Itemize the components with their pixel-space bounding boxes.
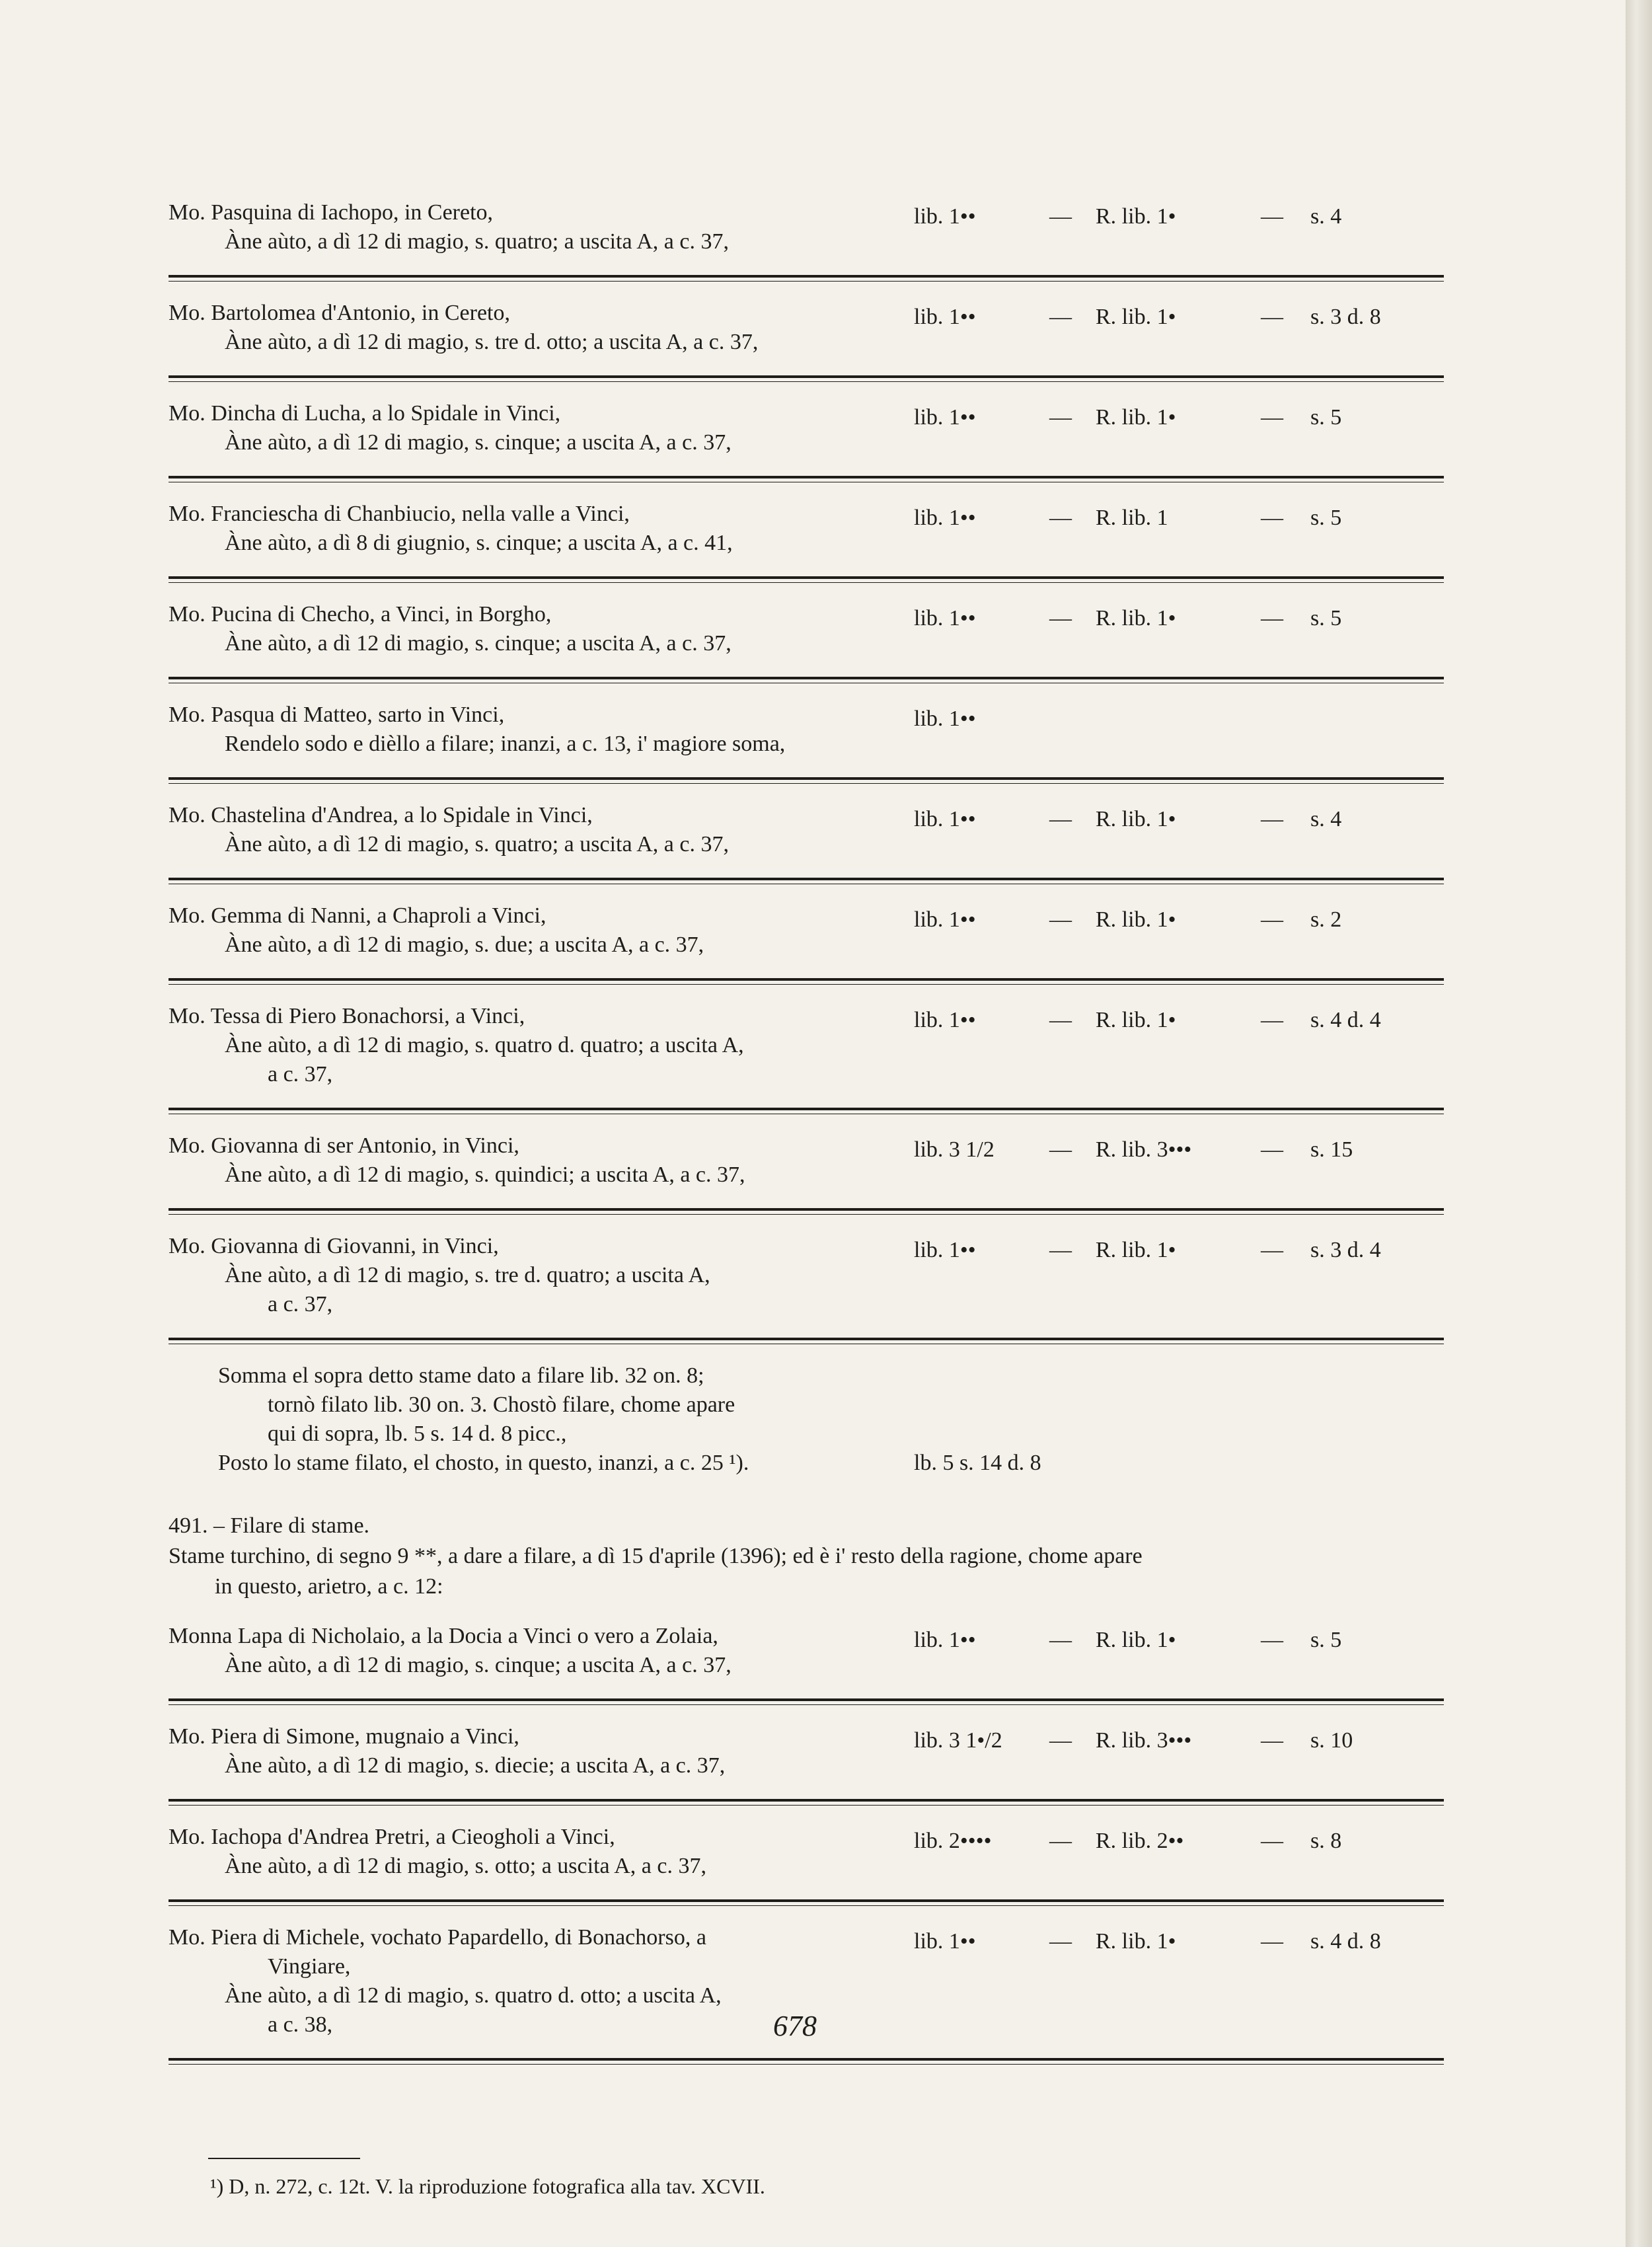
- sum-line-1: Somma el sopra detto stame dato a filare lib. 32 on. 8;: [218, 1363, 704, 1388]
- received-value: R. lib. 1•: [1096, 907, 1176, 932]
- ledger-block-b: [169, 1622, 1444, 2065]
- rule-thin: [169, 381, 1444, 382]
- received-value: R. lib. 1•: [1096, 1628, 1176, 1652]
- qty-value: lib. 3 1/2: [914, 1137, 995, 1162]
- ledger-entry: [169, 1002, 1444, 1102]
- qty-value: lib. 1••: [914, 506, 976, 530]
- dash-separator: —: [1261, 1829, 1283, 1853]
- received-value: R. lib. 3•••: [1096, 1137, 1192, 1162]
- received-value: R. lib. 1•: [1096, 405, 1176, 430]
- ledger-entry: [169, 500, 1444, 571]
- qty-value: lib. 1••: [914, 1628, 976, 1652]
- rule-thick: [169, 375, 1444, 378]
- section-line-2: in questo, arietro, a c. 12:: [215, 1574, 443, 1599]
- entry-amounts: [914, 1232, 1449, 1261]
- sum-line-3: qui di sopra, lb. 5 s. 14 d. 8 picc.,: [268, 1422, 567, 1446]
- qty-value: lib. 1••: [914, 1238, 976, 1262]
- entry-name: Mo. Giovanna di ser Antonio, in Vinci,: [169, 1133, 519, 1158]
- entry-name: Mo. Iachopa d'Andrea Pretri, a Cieogholi a Vinci,: [169, 1825, 615, 1849]
- ledger-entry: [169, 1823, 1444, 1894]
- rule-thick: [169, 978, 1444, 981]
- rule-thick: [169, 1799, 1444, 1802]
- rule-thin: [169, 783, 1444, 784]
- entry-text: [169, 1722, 909, 1780]
- amount-value: s. 4: [1310, 204, 1342, 229]
- amount-value: s. 4 d. 8: [1310, 1929, 1381, 1954]
- entry-name: Monna Lapa di Nicholaio, a la Docia a Vinci o vero a Zolaia,: [169, 1624, 718, 1648]
- dash-separator: —: [1261, 1238, 1283, 1262]
- ledger-entry: [169, 299, 1444, 370]
- dash-separator: —: [1261, 1628, 1283, 1652]
- qty-value: lib. 1••: [914, 907, 976, 932]
- dash-separator: —: [1049, 1929, 1072, 1954]
- entry-text: [169, 701, 909, 759]
- entry-name: Mo. Gemma di Nanni, a Chaproli a Vinci,: [169, 903, 546, 928]
- qty-value: lib. 1••: [914, 204, 976, 229]
- qty-value: lib. 2••••: [914, 1829, 992, 1853]
- rule-thick: [169, 1338, 1444, 1340]
- dash-separator: —: [1049, 1829, 1072, 1853]
- entry-detail: Vingiare,: [268, 1954, 351, 1979]
- entry-text: [169, 1622, 909, 1680]
- entry-name: Mo. Chastelina d'Andrea, a lo Spidale in Vinci,: [169, 803, 593, 827]
- entry-detail: Àne aùto, a dì 12 di magio, s. tre d. otto; a uscita A, a c. 37,: [225, 330, 759, 354]
- rule-thick: [169, 476, 1444, 478]
- received-value: R. lib. 1•: [1096, 1929, 1176, 1954]
- qty-value: lib. 1••: [914, 706, 976, 731]
- entry-detail: Àne aùto, a dì 12 di magio, s. due; a uscita A, a c. 37,: [225, 933, 704, 957]
- dash-separator: —: [1049, 405, 1072, 430]
- rule-thick: [169, 677, 1444, 679]
- entry-text: [169, 1823, 909, 1881]
- entry-amounts: [914, 1923, 1449, 1952]
- entry-detail: Àne aùto, a dì 12 di magio, s. quatro d. quatro; a uscita A,: [225, 1033, 744, 1057]
- qty-value: lib. 1••: [914, 606, 976, 630]
- rule-thick: [169, 275, 1444, 278]
- entry-text: [169, 198, 909, 256]
- ledger-entry: [169, 701, 1444, 772]
- qty-value: lib. 1••: [914, 807, 976, 831]
- amount-value: s. 5: [1310, 405, 1342, 430]
- dash-separator: —: [1049, 506, 1072, 530]
- entry-detail: Àne aùto, a dì 12 di magio, s. diecie; a uscita A, a c. 37,: [225, 1753, 726, 1778]
- amount-value: s. 5: [1310, 506, 1342, 530]
- entry-text: [169, 1131, 909, 1190]
- ledger-entry: [169, 1722, 1444, 1794]
- received-value: R. lib. 1•: [1096, 606, 1176, 630]
- entry-detail: Àne aùto, a dì 12 di magio, s. quatro; a uscita A, a c. 37,: [225, 832, 729, 857]
- rule-thin: [169, 984, 1444, 985]
- entry-detail: Àne aùto, a dì 8 di giugnio, s. cinque; a uscita A, a c. 41,: [225, 531, 733, 555]
- entry-amounts: [914, 1002, 1449, 1031]
- received-value: R. lib. 2••: [1096, 1829, 1184, 1853]
- qty-value: lib. 1••: [914, 405, 976, 430]
- entry-amounts: [914, 399, 1449, 428]
- entry-text: [169, 1002, 909, 1089]
- ledger-block-a: [169, 198, 1444, 1344]
- section-491: [169, 1511, 1444, 1602]
- rule-thick: [169, 777, 1444, 780]
- entry-detail: Àne aùto, a dì 12 di magio, s. cinque; a uscita A, a c. 37,: [225, 631, 732, 656]
- entry-name: Mo. Pucina di Checho, a Vinci, in Borgho,: [169, 602, 552, 627]
- received-value: R. lib. 1•: [1096, 1238, 1176, 1262]
- entry-amounts: [914, 801, 1449, 830]
- ledger-entry: [169, 198, 1444, 270]
- rule-thin: [169, 1805, 1444, 1806]
- received-value: R. lib. 1•: [1096, 807, 1176, 831]
- rule-thick: [169, 1208, 1444, 1211]
- entry-text: [169, 399, 909, 457]
- ledger-entry: [169, 399, 1444, 471]
- dash-separator: —: [1261, 1137, 1283, 1162]
- entry-name: Mo. Bartolomea d'Antonio, in Cereto,: [169, 301, 510, 325]
- received-value: R. lib. 1•: [1096, 204, 1176, 229]
- qty-value: lib. 1••: [914, 1008, 976, 1032]
- dash-separator: —: [1261, 807, 1283, 831]
- page-number: 678: [773, 2010, 817, 2042]
- entry-name: Mo. Pasquina di Iachopo, in Cereto,: [169, 200, 494, 225]
- amount-value: s. 3 d. 4: [1310, 1238, 1381, 1262]
- dash-separator: —: [1261, 305, 1283, 329]
- received-value: R. lib. 1•: [1096, 305, 1176, 329]
- footnote: ¹) D, n. 272, c. 12t. V. la riproduzione fotografica alla tav. XCVII.: [210, 2174, 765, 2198]
- dash-separator: —: [1261, 1008, 1283, 1032]
- dash-separator: —: [1261, 506, 1283, 530]
- entry-text: [169, 600, 909, 658]
- dash-separator: —: [1049, 305, 1072, 329]
- dash-separator: —: [1049, 1137, 1072, 1162]
- entry-text: [169, 901, 909, 960]
- dash-separator: —: [1261, 606, 1283, 630]
- dash-separator: —: [1049, 907, 1072, 932]
- ledger-entry: [169, 600, 1444, 671]
- dash-separator: —: [1261, 1929, 1283, 1954]
- amount-value: s. 2: [1310, 907, 1342, 932]
- entry-name: Mo. Franciescha di Chanbiucio, nella valle a Vinci,: [169, 502, 630, 526]
- amount-value: s. 10: [1310, 1728, 1353, 1753]
- dash-separator: —: [1049, 204, 1072, 229]
- entry-text: [169, 1232, 909, 1319]
- entry-detail: Àne aùto, a dì 12 di magio, s. cinque; a uscita A, a c. 37,: [225, 430, 732, 455]
- entry-name: Mo. Piera di Simone, mugnaio a Vinci,: [169, 1724, 519, 1749]
- rule-thick: [169, 878, 1444, 880]
- rule-thin: [169, 582, 1444, 583]
- entry-extra: Àne aùto, a dì 12 di magio, s. quatro d. otto; a uscita A,: [225, 1983, 722, 2008]
- ledger-entry: [169, 901, 1444, 973]
- sum-line-2: tornò filato lib. 30 on. 3. Chostò filare, chome apare: [268, 1392, 735, 1417]
- entry-detail: Àne aùto, a dì 12 di magio, s. otto; a uscita A, a c. 37,: [225, 1854, 706, 1878]
- ledger-entry: [169, 1232, 1444, 1332]
- amount-value: s. 8: [1310, 1829, 1342, 1853]
- entry-detail: Àne aùto, a dì 12 di magio, s. cinque; a uscita A, a c. 37,: [225, 1653, 732, 1677]
- ledger-entry: [169, 801, 1444, 872]
- rule-thin: [169, 1905, 1444, 1906]
- entry-name: Mo. Pasqua di Matteo, sarto in Vinci,: [169, 703, 505, 727]
- dash-separator: —: [1261, 405, 1283, 430]
- entry-name: Mo. Piera di Michele, vochato Papardello, di Bonachorso, a: [169, 1925, 706, 1950]
- ledger-entries: [169, 198, 1444, 2082]
- section-heading: 491. – Filare di stame.: [169, 1513, 370, 1538]
- entry-text: [169, 801, 909, 859]
- dash-separator: —: [1049, 1728, 1072, 1753]
- dash-separator: —: [1261, 907, 1283, 932]
- dash-separator: —: [1049, 807, 1072, 831]
- entry-text: [169, 299, 909, 357]
- sum-amount: lb. 5 s. 14 d. 8: [914, 1451, 1041, 1475]
- amount-value: s. 5: [1310, 1628, 1342, 1652]
- received-value: R. lib. 1•: [1096, 1008, 1176, 1032]
- entry-extra: a c. 37,: [268, 1062, 333, 1086]
- entry-amounts: [914, 701, 1449, 730]
- rule-thin: [169, 2064, 1444, 2065]
- entry-amounts: [914, 299, 1449, 328]
- dash-separator: —: [1049, 1238, 1072, 1262]
- entry-amounts: [914, 198, 1449, 227]
- section-line-1: Stame turchino, di segno 9 **, a dare a filare, a dì 15 d'aprile (1396); ed è i' resto della ragione, chome apare: [169, 1544, 1143, 1568]
- amount-value: s. 3 d. 8: [1310, 305, 1381, 329]
- entry-amounts: [914, 600, 1449, 629]
- entry-amounts: [914, 1722, 1449, 1751]
- sum-line-4: Posto lo stame filato, el chosto, in questo, inanzi, a c. 25 ¹).: [218, 1451, 749, 1475]
- entry-amounts: [914, 500, 1449, 529]
- qty-value: lib. 1••: [914, 305, 976, 329]
- received-value: R. lib. 1: [1096, 506, 1168, 530]
- dash-separator: —: [1049, 606, 1072, 630]
- rule-thick: [169, 2058, 1444, 2061]
- received-value: R. lib. 3•••: [1096, 1728, 1192, 1753]
- dash-separator: —: [1049, 1628, 1072, 1652]
- entry-extra: a c. 37,: [268, 1292, 333, 1316]
- rule-thick: [169, 1108, 1444, 1110]
- entry-detail: Àne aùto, a dì 12 di magio, s. quindici; a uscita A, a c. 37,: [225, 1162, 745, 1187]
- dash-separator: —: [1261, 204, 1283, 229]
- entry-name: Mo. Tessa di Piero Bonachorsi, a Vinci,: [169, 1004, 525, 1028]
- rule-thin: [169, 1214, 1444, 1215]
- rule-thin: [169, 1704, 1444, 1705]
- entry-detail: Rendelo sodo e dièllo a filare; inanzi, a c. 13, i' magiore soma,: [225, 732, 786, 756]
- amount-value: s. 5: [1310, 606, 1342, 630]
- rule-thick: [169, 1698, 1444, 1701]
- entry-amounts: [914, 901, 1449, 931]
- qty-value: lib. 1••: [914, 1929, 976, 1954]
- entry-name: Mo. Dincha di Lucha, a lo Spidale in Vinci,: [169, 401, 561, 426]
- amount-value: s. 4: [1310, 807, 1342, 831]
- footnote-rule: [208, 2158, 360, 2159]
- entry-detail: Àne aùto, a dì 12 di magio, s. tre d. quatro; a uscita A,: [225, 1263, 710, 1287]
- entry-name: Mo. Giovanna di Giovanni, in Vinci,: [169, 1234, 499, 1258]
- dash-separator: —: [1049, 1008, 1072, 1032]
- ledger-entry: [169, 1131, 1444, 1203]
- rule-thin: [169, 281, 1444, 282]
- dash-separator: —: [1261, 1728, 1283, 1753]
- entry-detail: Àne aùto, a dì 12 di magio, s. quatro; a uscita A, a c. 37,: [225, 229, 729, 254]
- ledger-entry: [169, 1622, 1444, 1693]
- amount-value: s. 15: [1310, 1137, 1353, 1162]
- sum-paragraph: [169, 1361, 1444, 1478]
- entry-text: [169, 500, 909, 558]
- entry-amounts: [914, 1622, 1449, 1651]
- entry-amounts: [914, 1823, 1449, 1852]
- qty-value: lib. 3 1•/2: [914, 1728, 1002, 1753]
- entry-amounts: [914, 1131, 1449, 1161]
- entry-extra-2: a c. 38,: [268, 2012, 333, 2037]
- page-edge: [1626, 0, 1652, 2247]
- amount-value: s. 4 d. 4: [1310, 1008, 1381, 1032]
- rule-thick: [169, 1899, 1444, 1902]
- rule-thick: [169, 576, 1444, 579]
